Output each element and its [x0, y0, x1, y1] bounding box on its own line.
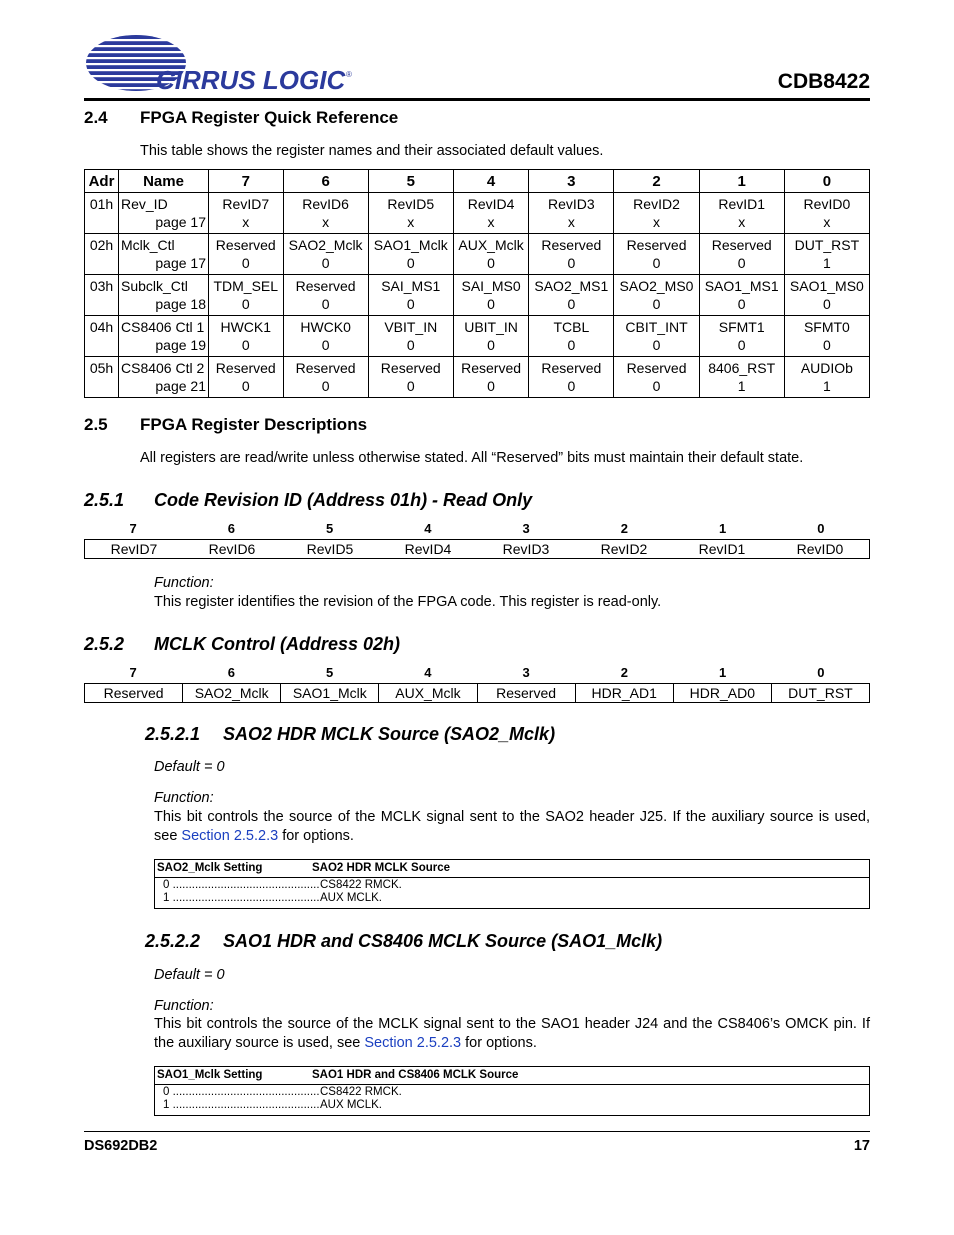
default-value: Default = 0 — [154, 759, 225, 775]
bit-number: 3 — [522, 521, 530, 536]
function-label: Function: — [154, 790, 214, 806]
bit-cell — [614, 357, 699, 398]
register-quick-reference-table — [84, 169, 870, 398]
bit-default: 1 — [822, 255, 831, 271]
setting-source: CS8422 RMCK. — [320, 879, 402, 891]
section-link[interactable]: Section 2.5.2.3 — [364, 1035, 462, 1051]
bit-name: RevID0 — [803, 196, 851, 212]
bit-default: 0 — [487, 337, 495, 353]
setting-row — [163, 1099, 869, 1112]
section-link[interactable]: Section 2.5.2.3 — [181, 828, 279, 844]
bit-default: 0 — [652, 255, 661, 271]
bit-name: SAO1_MS0 — [789, 278, 864, 294]
bit-cell — [453, 275, 528, 316]
bit-name: RevID5 — [387, 196, 435, 212]
document-id: CDB8422 — [777, 70, 870, 93]
column-header: 7 — [209, 170, 284, 193]
bit-default: 0 — [406, 337, 415, 353]
bit-default: 0 — [652, 378, 661, 394]
bit-default: 0 — [737, 255, 746, 271]
bit-number: 1 — [719, 521, 727, 536]
column-header: Adr — [85, 170, 119, 193]
bit-default: x — [738, 214, 746, 230]
bit-name: HWCK1 — [220, 319, 272, 335]
bit-cell — [784, 275, 869, 316]
bit-cell — [283, 357, 368, 398]
table-header-row — [85, 170, 870, 193]
bit-default: 0 — [487, 378, 495, 394]
section-number: 2.5.2.1 — [145, 724, 201, 744]
name-cell — [119, 193, 209, 234]
bit-default: 0 — [487, 255, 495, 271]
register-name: Mclk_Ctl — [121, 237, 175, 253]
bit-cell — [784, 316, 869, 357]
function-label: Function: — [154, 575, 214, 591]
column-header: 0 — [784, 170, 869, 193]
bit-name: UBIT_IN — [464, 319, 518, 335]
bit-default: 0 — [321, 337, 330, 353]
footer-doc-number: DS692DB2 — [84, 1138, 158, 1154]
bit-cell — [529, 357, 614, 398]
bit-cell — [209, 357, 284, 398]
bit-number: 0 — [817, 665, 825, 680]
setting-value: 0 .............................................. — [163, 879, 320, 891]
bit-default: 0 — [321, 296, 330, 312]
register-name: Rev_ID — [121, 196, 168, 212]
bit-number: 5 — [326, 665, 334, 680]
bit-field: RevID4 — [404, 541, 452, 557]
section-2-4-heading — [84, 108, 398, 128]
bit-cell — [784, 234, 869, 275]
page-reference: page 17 — [155, 214, 206, 230]
register-address: 02h — [89, 237, 114, 253]
bit-default: x — [322, 214, 330, 230]
bit-cell — [614, 193, 699, 234]
source-column-header: SAO1 HDR and CS8406 MCLK Source — [312, 1069, 519, 1081]
bit-name: RevID3 — [548, 196, 595, 212]
section-2-5-intro: All registers are read/write unless otherwise stated. All “Reserved” bits must maintain their default state. — [140, 450, 804, 466]
bit-cell — [283, 234, 368, 275]
register-address: 05h — [89, 360, 114, 376]
register-bit-row — [84, 539, 870, 559]
bit-cell — [699, 357, 784, 398]
section-number: 2.5.2.2 — [145, 931, 201, 951]
function-text-part: This bit controls the source of the MCLK signal sent to the SAO2 header J25. If the auxiliary source is used, see — [154, 809, 870, 844]
setting-row — [163, 879, 869, 892]
bit-number: 6 — [227, 665, 235, 680]
header-rule — [84, 98, 870, 101]
bit-name: SFMT0 — [803, 319, 850, 335]
bit-number-row — [84, 521, 870, 536]
setting-row — [163, 892, 869, 905]
address-cell — [85, 357, 119, 398]
page-reference: page 21 — [155, 378, 206, 394]
bit-default: 0 — [487, 296, 495, 312]
bit-cell — [453, 316, 528, 357]
bit-name: SAO2_MS0 — [619, 278, 694, 294]
setting-source: AUX MCLK. — [320, 1099, 382, 1111]
bit-name: Reserved — [541, 360, 602, 376]
section-2-5-2-2-heading — [145, 931, 662, 952]
footer-rule — [84, 1131, 870, 1132]
logo-wordmark: CIRRUS LOGIC — [156, 65, 346, 95]
bit-cell — [368, 193, 453, 234]
bit-field: RevID5 — [306, 541, 354, 557]
address-cell — [85, 275, 119, 316]
bit-field: Reserved — [478, 684, 576, 702]
bit-name: Reserved — [215, 237, 276, 253]
bit-default: 1 — [737, 378, 746, 394]
bit-default: 0 — [241, 255, 250, 271]
bit-default: 1 — [822, 378, 831, 394]
function-text-part: This bit controls the source of the MCLK signal sent to the SAO1 header J24 and the CS8406’s OMCK pin. If the auxiliary source is used, see — [154, 1016, 870, 1051]
bit-name: AUX_Mclk — [458, 237, 524, 253]
register-name: Subclk_Ctl — [121, 278, 188, 294]
bit-field: RevID3 — [502, 541, 550, 557]
setting-value: 1 .............................................. — [163, 892, 320, 904]
bit-name: AUDIOb — [800, 360, 853, 376]
section-2-5-2-heading — [84, 634, 400, 655]
source-column-header: SAO2 HDR MCLK Source — [312, 862, 451, 874]
bit-cell — [453, 234, 528, 275]
bit-default: 0 — [241, 296, 250, 312]
bit-default: x — [407, 214, 415, 230]
bit-default: 0 — [737, 296, 746, 312]
setting-table-rows — [155, 878, 869, 908]
name-cell — [119, 357, 209, 398]
bit-field: SAO1_Mclk — [281, 684, 379, 702]
bit-field: RevID2 — [600, 541, 648, 557]
bit-name: TDM_SEL — [213, 278, 279, 294]
bit-number: 0 — [817, 521, 825, 536]
register-address: 01h — [89, 196, 114, 212]
bit-name: RevID7 — [222, 196, 270, 212]
bit-name: Reserved — [295, 278, 356, 294]
registered-mark: ® — [346, 70, 352, 79]
cirrus-logic-logo — [84, 33, 354, 100]
bit-name: Reserved — [295, 360, 356, 376]
bit-cell — [529, 234, 614, 275]
register-name: CS8406 Ctl 1 — [121, 319, 205, 335]
bit-name: SAO1_Mclk — [373, 237, 448, 253]
bit-name: 8406_RST — [708, 360, 776, 376]
name-cell — [119, 234, 209, 275]
bit-name: SAO1_MS1 — [704, 278, 779, 294]
bit-number: 4 — [424, 521, 432, 536]
bit-name: Reserved — [380, 360, 441, 376]
bit-default: 0 — [241, 337, 250, 353]
section-number: 2.5 — [84, 415, 108, 434]
address-cell — [85, 234, 119, 275]
table-row — [85, 316, 870, 357]
bit-field: RevID0 — [796, 541, 844, 557]
name-cell — [119, 275, 209, 316]
function-text — [154, 1015, 870, 1053]
bit-default: 0 — [652, 296, 661, 312]
bit-number: 7 — [129, 665, 137, 680]
default-value: Default = 0 — [154, 967, 225, 983]
bit-name: TCBL — [553, 319, 590, 335]
function-text-part: for options. — [278, 828, 354, 844]
address-cell — [85, 193, 119, 234]
bit-cell — [209, 275, 284, 316]
setting-column-header: SAO2_Mclk Setting — [157, 862, 263, 874]
page-number: 17 — [853, 1138, 870, 1154]
bit-default: x — [242, 214, 250, 230]
bit-cell — [368, 234, 453, 275]
page-reference: page 18 — [155, 296, 206, 312]
bit-default: 0 — [406, 378, 415, 394]
bit-number: 4 — [424, 665, 432, 680]
bit-name: SFMT1 — [718, 319, 765, 335]
column-header: 2 — [614, 170, 699, 193]
bit-field: HDR_AD0 — [674, 684, 772, 702]
bit-name: SAI_MS0 — [461, 278, 521, 294]
bit-number: 6 — [227, 521, 235, 536]
bit-default: 0 — [822, 337, 831, 353]
bit-default: x — [567, 214, 575, 230]
bit-default: 0 — [567, 337, 576, 353]
bit-cell — [368, 357, 453, 398]
bit-field: RevID7 — [110, 541, 158, 557]
bit-cell — [699, 193, 784, 234]
setting-table-header — [155, 860, 869, 878]
bit-cell — [529, 275, 614, 316]
bit-name: Reserved — [541, 237, 602, 253]
bit-default: 0 — [652, 337, 661, 353]
bit-cell — [283, 193, 368, 234]
function-text-part: for options. — [461, 1035, 537, 1051]
bit-default: x — [823, 214, 831, 230]
function-label: Function: — [154, 998, 214, 1014]
bit-cell — [453, 357, 528, 398]
bit-cell — [283, 316, 368, 357]
bit-number: 5 — [326, 521, 334, 536]
setting-column-header: SAO1_Mclk Setting — [157, 1069, 263, 1081]
bit-cell — [784, 357, 869, 398]
bit-default: 0 — [737, 337, 746, 353]
bit-cell — [614, 234, 699, 275]
bit-name: SAI_MS1 — [381, 278, 441, 294]
bit-name: DUT_RST — [794, 237, 860, 253]
setting-source: AUX MCLK. — [320, 892, 382, 904]
bit-cell — [699, 234, 784, 275]
function-text — [154, 808, 870, 846]
bit-default: 0 — [321, 255, 330, 271]
bit-number-row — [84, 665, 870, 680]
table-row — [85, 275, 870, 316]
bit-name: Reserved — [626, 360, 687, 376]
register-address: 04h — [89, 319, 114, 335]
bit-cell — [784, 193, 869, 234]
function-text: This register identifies the revision of the FPGA code. This register is read-only. — [154, 594, 662, 610]
table-row — [85, 357, 870, 398]
bit-cell — [209, 193, 284, 234]
bit-name: SAO2_Mclk — [288, 237, 363, 253]
bit-name: SAO2_MS1 — [534, 278, 609, 294]
bit-cell — [368, 275, 453, 316]
section-number: 2.5.1 — [84, 490, 125, 510]
page-reference: page 19 — [155, 337, 206, 353]
bit-number: 3 — [522, 665, 530, 680]
bit-field: RevID6 — [208, 541, 256, 557]
bit-name: Reserved — [215, 360, 276, 376]
page-reference: page 17 — [155, 255, 206, 271]
bit-name: Reserved — [461, 360, 522, 376]
bit-cell — [529, 316, 614, 357]
setting-value: 1 .............................................. — [163, 1099, 320, 1111]
column-header: 1 — [699, 170, 784, 193]
bit-name: VBIT_IN — [384, 319, 438, 335]
register-address: 03h — [89, 278, 114, 294]
table-row — [85, 234, 870, 275]
bit-cell — [453, 193, 528, 234]
table-row — [85, 193, 870, 234]
name-cell — [119, 316, 209, 357]
bit-cell — [699, 275, 784, 316]
bit-number: 1 — [719, 665, 727, 680]
bit-default: 0 — [567, 296, 576, 312]
bit-default: 0 — [406, 296, 415, 312]
section-title: Code Revision ID (Address 01h) - Read Only — [154, 490, 533, 510]
column-header: Name — [119, 170, 209, 193]
section-2-5-1-heading — [84, 490, 532, 511]
bit-default: x — [653, 214, 661, 230]
table-body — [85, 193, 870, 398]
setting-table-header — [155, 1067, 869, 1085]
register-name: CS8406 Ctl 2 — [121, 360, 205, 376]
bit-cell — [209, 234, 284, 275]
bit-default: 0 — [567, 378, 576, 394]
bit-name: RevID1 — [718, 196, 766, 212]
section-title: SAO1 HDR and CS8406 MCLK Source (SAO1_Mclk) — [223, 931, 663, 951]
sao2-mclk-setting-table — [154, 859, 870, 909]
column-header: 3 — [529, 170, 614, 193]
column-header: 5 — [368, 170, 453, 193]
bit-name: RevID4 — [467, 196, 515, 212]
bit-default: 0 — [241, 378, 250, 394]
bit-name: CBIT_INT — [625, 319, 688, 335]
section-title: SAO2 HDR MCLK Source (SAO2_Mclk) — [223, 724, 556, 744]
bit-cell — [614, 275, 699, 316]
section-number: 2.4 — [84, 108, 108, 127]
bit-number: 2 — [620, 521, 628, 536]
address-cell — [85, 316, 119, 357]
bit-cell — [614, 316, 699, 357]
setting-source: CS8422 RMCK. — [320, 1086, 402, 1098]
bit-cell — [368, 316, 453, 357]
bit-default: 0 — [406, 255, 415, 271]
column-header: 4 — [453, 170, 528, 193]
bit-default: 0 — [321, 378, 330, 394]
bit-name: HWCK0 — [300, 319, 351, 335]
setting-table-rows — [155, 1085, 869, 1115]
bit-field: AUX_Mclk — [379, 684, 477, 702]
bit-cell — [283, 275, 368, 316]
section-2-5-2-1-heading — [145, 724, 555, 745]
bit-default: x — [487, 214, 495, 230]
bit-default: 0 — [822, 296, 831, 312]
bit-name: Reserved — [626, 237, 687, 253]
bit-name: RevID2 — [633, 196, 680, 212]
bit-field: SAO2_Mclk — [183, 684, 281, 702]
setting-value: 0 .............................................. — [163, 1086, 320, 1098]
column-header: 6 — [283, 170, 368, 193]
bit-number: 2 — [620, 665, 628, 680]
bit-name: RevID6 — [302, 196, 349, 212]
bit-default: 0 — [567, 255, 576, 271]
bit-cell — [699, 316, 784, 357]
bit-field: DUT_RST — [788, 685, 853, 701]
section-number: 2.5.2 — [84, 634, 125, 654]
section-2-5-heading — [84, 415, 367, 435]
bit-name: Reserved — [711, 237, 772, 253]
bit-number: 7 — [129, 521, 137, 536]
bit-field: RevID1 — [698, 541, 746, 557]
bit-cell — [529, 193, 614, 234]
register-bit-row — [84, 683, 870, 703]
setting-row — [163, 1086, 869, 1099]
section-title: FPGA Register Quick Reference — [140, 108, 399, 127]
section-2-4-intro: This table shows the register names and their associated default values. — [140, 143, 604, 159]
bit-field: HDR_AD1 — [576, 684, 674, 702]
section-title: FPGA Register Descriptions — [140, 415, 368, 434]
bit-field: Reserved — [85, 684, 183, 702]
section-title: MCLK Control (Address 02h) — [154, 634, 401, 654]
bit-cell — [209, 316, 284, 357]
sao1-mclk-setting-table — [154, 1066, 870, 1116]
